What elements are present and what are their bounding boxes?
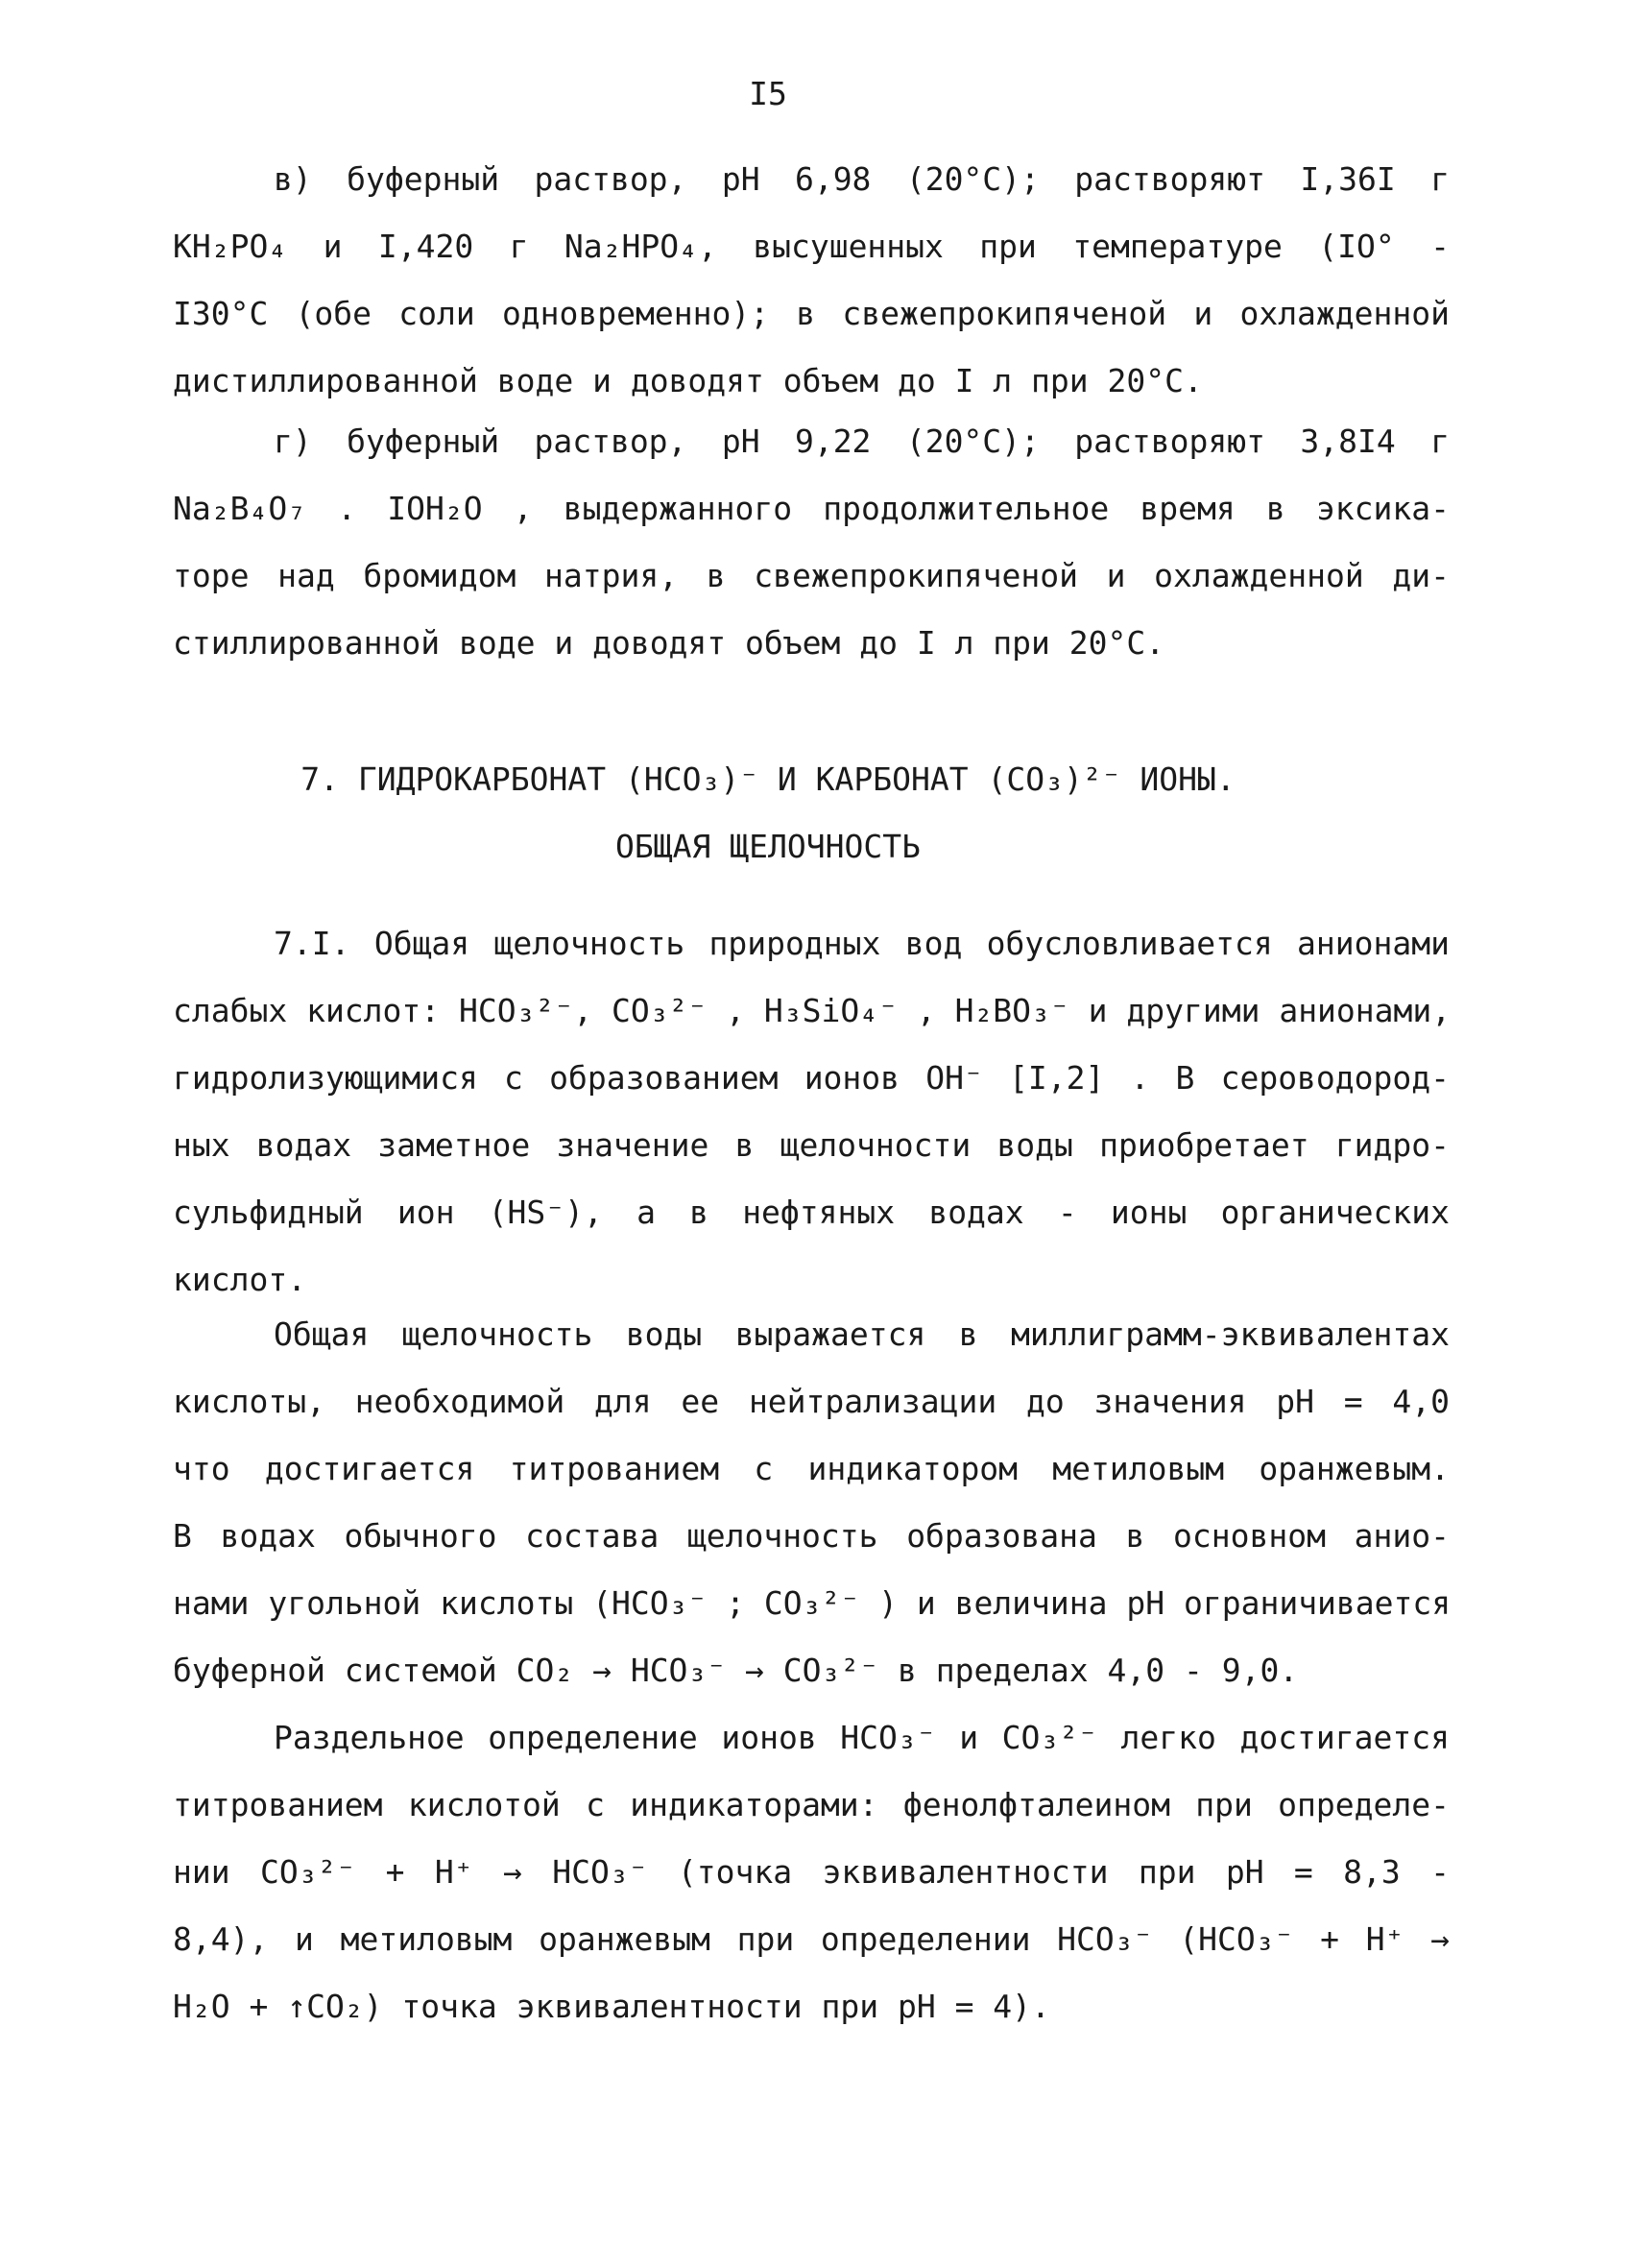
text-line: Раздельное определение ионов HCO₃⁻ и CO₃²⁻ легко достигается: [274, 1719, 1450, 1756]
section-heading: [0, 746, 1536, 881]
paragraph-separate-determination: [173, 1704, 1450, 2040]
text-line: нии CO₃²⁻ + H⁺ → HCO₃⁻ (точка эквивалентности при pH = 8,3 -: [173, 1853, 1450, 1891]
page-number: I5: [749, 75, 787, 112]
paragraph-buffer-v: [173, 146, 1450, 415]
text-line: титрованием кислотой с индикаторами: фенолфталеином при определе-: [173, 1786, 1450, 1823]
text-line: стиллированной воде и доводят объем до I л при 20°C.: [173, 624, 1165, 662]
section-title: 7. ГИДРОКАРБОНАТ (HCO₃)⁻ И КАРБОНАТ (CO₃)²⁻ ИОНЫ.: [300, 760, 1236, 798]
text-line: в) буферный раствор, pH 6,98 (20°C); растворяют I,36I г: [274, 160, 1450, 198]
text-line: сульфидный ион (HS⁻), а в нефтяных водах - ионы органических: [173, 1194, 1450, 1231]
text-line: дистиллированной воде и доводят объем до I л при 20°C.: [173, 362, 1203, 399]
text-line: Na₂B₄O₇ . IOH₂O , выдержанного продолжительное время в эксика-: [173, 490, 1450, 527]
text-line: H₂O + ↑CO₂) точка эквивалентности при pH = 4).: [173, 1988, 1050, 2025]
paragraph-total-alkalinity: [173, 1301, 1450, 1704]
text-line: буферной системой CO₂ → HCO₃⁻ → CO₃²⁻ в пределах 4,0 - 9,0.: [173, 1652, 1299, 1689]
text-line: В водах обычного состава щелочность образована в основном анио-: [173, 1517, 1450, 1555]
text-line: KH₂PO₄ и I,420 г Na₂HPO₄, высушенных при температуре (IO° -: [173, 228, 1450, 265]
text-line: что достигается титрованием с индикатором метиловым оранжевым.: [173, 1450, 1450, 1487]
text-line: Общая щелочность воды выражается в миллиграмм-эквивалентах: [274, 1315, 1450, 1353]
text-line: нами угольной кислоты (HCO₃⁻ ; CO₃²⁻ ) и величина pH ограничивается: [173, 1584, 1452, 1622]
text-line: кислоты, необходимой для ее нейтрализации до значения pH = 4,0: [173, 1383, 1450, 1420]
text-line: ных водах заметное значение в щелочности воды приобретает гидро-: [173, 1126, 1450, 1164]
text-line: гидролизующимися с образованием ионов OH⁻ [I,2] . В сероводород-: [173, 1059, 1450, 1097]
text-line: торе над бромидом натрия, в свежепрокипяченой и охлажденной ди-: [173, 557, 1450, 594]
text-line: г) буферный раствор, pH 9,22 (20°C); растворяют 3,8I4 г: [274, 422, 1450, 460]
section-subtitle: ОБЩАЯ ЩЕЛОЧНОСТЬ: [615, 828, 921, 865]
text-line: I30°C (обе соли одновременно); в свежепрокипяченой и охлажденной: [173, 295, 1450, 332]
text-line: слабых кислот: HCO₃²⁻, CO₃²⁻ , H₃SiO₄⁻ , H₂BO₃⁻ и другими анионами,: [173, 992, 1452, 1029]
paragraph-7-1: [173, 910, 1450, 1314]
paragraph-buffer-g: [173, 408, 1450, 677]
text-line: кислот.: [173, 1261, 307, 1298]
text-line: 7.I. Общая щелочность природных вод обусловливается анионами: [274, 925, 1450, 962]
text-line: 8,4), и метиловым оранжевым при определении HCO₃⁻ (HCO₃⁻ + H⁺ →: [173, 1920, 1450, 1958]
